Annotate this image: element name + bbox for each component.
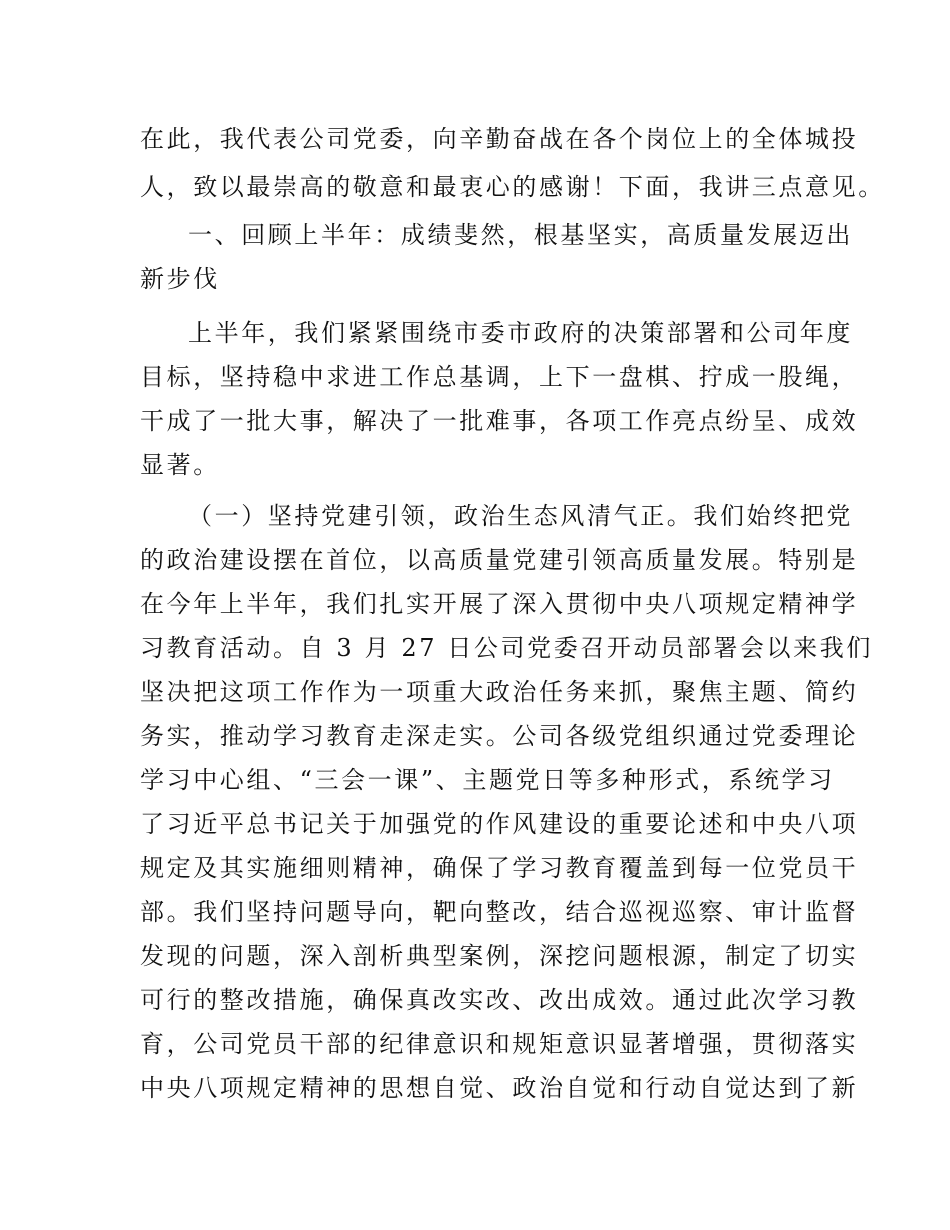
text-line: 习教育活动。自 3 月 27 日公司党委召开动员部署会以来我们 xyxy=(140,634,873,662)
subsection-heading-line: （一）坚持党建引领，政治生态风清气正。我们始终把党 xyxy=(188,502,853,530)
text-line: 学习中心组、“三会一课”、主题党日等多种形式，系统学习 xyxy=(140,766,835,794)
text-line: 在此，我代表公司党委，向辛勤奋战在各个岗位上的全体城投 xyxy=(140,125,859,153)
text-line: 的政治建设摆在首位，以高质量党建引领高质量发展。特别是 xyxy=(140,546,859,574)
text-line: 上半年，我们紧紧围绕市委市政府的决策部署和公司年度 xyxy=(188,319,853,347)
text-line: 干成了一批大事，解决了一批难事，各项工作亮点纷呈、成效 xyxy=(140,407,859,435)
text-line: 育，公司党员干部的纪律意识和规矩意识显著增强，贯彻落实 xyxy=(140,1030,859,1058)
text-line: 目标，坚持稳中求进工作总基调，上下一盘棋、拧成一股绳， xyxy=(140,363,859,391)
text-line: 务实，推动学习教育走深走实。公司各级党组织通过党委理论 xyxy=(140,722,859,750)
text-line: 可行的整改措施，确保真改实改、改出成效。通过此次学习教 xyxy=(140,986,859,1014)
section-heading-line: 新步伐 xyxy=(140,265,220,293)
text-line: 坚决把这项工作作为一项重大政治任务来抓，聚焦主题、简约 xyxy=(140,678,859,706)
text-line: 了习近平总书记关于加强党的作风建设的重要论述和中央八项 xyxy=(140,810,859,838)
section-heading-line: 一、回顾上半年：成绩斐然，根基坚实，高质量发展迈出 xyxy=(188,221,853,249)
text-line: 部。我们坚持问题导向，靶向整改，结合巡视巡察、审计监督 xyxy=(140,898,859,926)
text-line: 中央八项规定精神的思想自觉、政治自觉和行动自觉达到了新 xyxy=(140,1074,859,1102)
text-line: 人，致以最崇高的敬意和最衷心的感谢！下面，我讲三点意见。 xyxy=(140,173,885,201)
text-line: 在今年上半年，我们扎实开展了深入贯彻中央八项规定精神学 xyxy=(140,590,859,618)
text-line: 显著。 xyxy=(140,451,220,479)
text-line: 规定及其实施细则精神，确保了学习教育覆盖到每一位党员干 xyxy=(140,854,859,882)
text-line: 发现的问题，深入剖析典型案例，深挖问题根源，制定了切实 xyxy=(140,942,859,970)
